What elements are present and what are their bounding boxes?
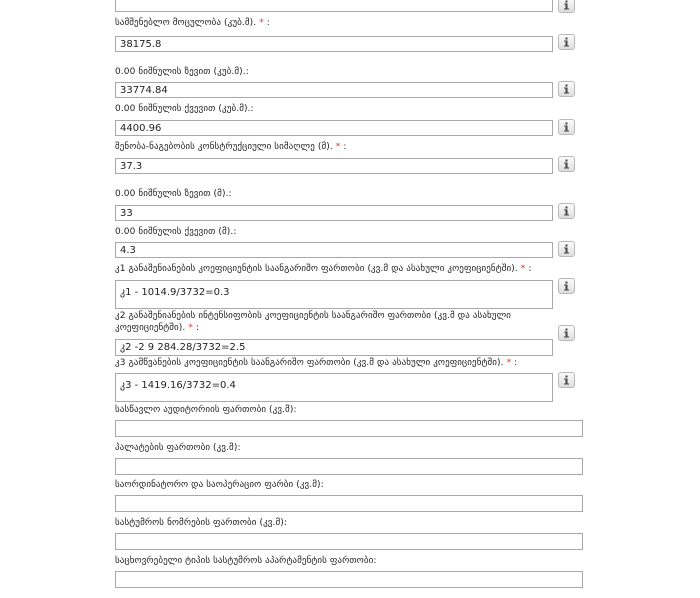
info-icon <box>562 375 571 385</box>
info-button[interactable] <box>558 156 575 172</box>
field-6-label: 0.00 ნიშნულის ქვევით (მ).: <box>115 227 237 237</box>
info-button[interactable] <box>558 325 575 341</box>
info-button[interactable] <box>558 34 575 50</box>
info-icon <box>562 84 571 94</box>
field-6-input[interactable] <box>115 242 553 258</box>
field-11-label: პალატების ფართობი (კვ.მ): <box>115 443 241 453</box>
field-4-input[interactable] <box>115 158 553 174</box>
info-icon <box>562 281 571 291</box>
field-7-label: კ1 განაშენიანების კოეფიციენტის საანგარიშო ფართობი (კვ.მ და ასახული კოეფიციენტში). * : <box>115 264 532 274</box>
field-7-textarea[interactable] <box>115 280 553 309</box>
field-3-input[interactable] <box>115 120 553 136</box>
field-12-input[interactable] <box>115 495 583 512</box>
info-button[interactable] <box>558 278 575 294</box>
field-0-input[interactable] <box>115 0 553 12</box>
field-14-input[interactable] <box>115 571 583 588</box>
info-button[interactable] <box>558 81 575 97</box>
field-10-input[interactable] <box>115 420 583 437</box>
field-13-input[interactable] <box>115 533 583 550</box>
field-5-label: 0.00 ნიშნულის ზევით (მ).: <box>115 189 232 199</box>
info-icon <box>562 159 571 169</box>
info-button[interactable] <box>558 0 575 13</box>
required-star: * <box>506 358 512 368</box>
info-icon <box>562 0 571 10</box>
field-2-input[interactable] <box>115 82 553 98</box>
field-8-label: კ2 განაშენიანების ინტენსიფობის კოეფიციენტის საანგარიშო ფართობი (კვ.მ და ასახული კოეფიციენტში). * : <box>115 311 512 333</box>
field-12-label: საორდინატორო და საოპერაციო ფარბი (კვ.მ): <box>115 480 324 490</box>
required-star: * <box>259 18 264 28</box>
field-13-label: სასტუმროს ნომრების ფართობი (კვ.მ): <box>115 518 288 528</box>
field-3-label: 0.00 ნიშნულის ქვევით (კუბ.მ).: <box>115 104 254 114</box>
field-1-label: სამშენებლო მოცულობა (კუბ.მ). * : <box>115 18 270 28</box>
info-button[interactable] <box>558 372 575 388</box>
info-button[interactable] <box>558 241 575 257</box>
info-button[interactable] <box>558 203 575 219</box>
info-icon <box>562 328 571 338</box>
field-1-input[interactable] <box>115 36 553 52</box>
field-9-textarea[interactable] <box>115 373 553 402</box>
field-10-label: სასწავლო აუდიტორიის ფართობი (კვ.მ): <box>115 405 297 415</box>
field-4-label: შენობა-ნაგებობის კონსტრუქციული სიმაღლე (მ). * : <box>115 142 347 152</box>
required-star: * <box>335 142 341 152</box>
info-icon <box>562 244 571 254</box>
required-star: * <box>520 264 526 274</box>
field-9-label: კ3 გამწვანების კოეფიციენტის საანგარიშო ფართობი (კვ.მ და ასახული კოეფიციენტში). * : <box>115 358 518 368</box>
required-star: * <box>188 323 193 333</box>
info-icon <box>562 206 571 216</box>
info-button[interactable] <box>558 119 575 135</box>
field-2-label: 0.00 ნიშნულის ზევით (კუბ.მ).: <box>115 67 249 77</box>
field-8-input[interactable] <box>115 339 553 356</box>
info-icon <box>562 37 571 47</box>
info-icon <box>562 122 571 132</box>
field-14-label: საცხოვრებელი ტიპის სასტუმროს აპარტამენტის ფართობი: <box>115 556 377 566</box>
field-11-input[interactable] <box>115 458 583 475</box>
field-5-input[interactable] <box>115 205 553 221</box>
